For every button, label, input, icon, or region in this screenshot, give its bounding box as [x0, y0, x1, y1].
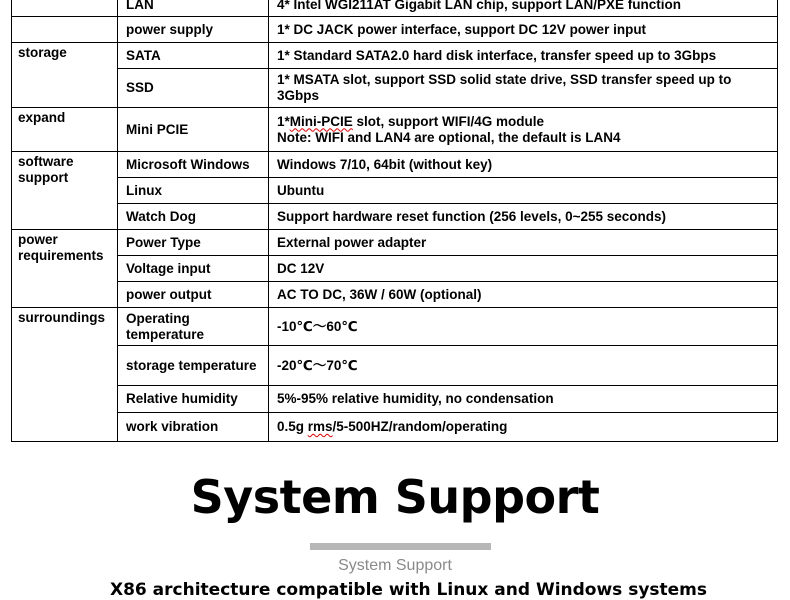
table-row — [12, 308, 778, 346]
spec-label: Relative humidity — [118, 386, 269, 413]
spec-value — [269, 413, 778, 442]
spec-label: Operating temperature — [118, 308, 269, 346]
table-row — [12, 0, 778, 17]
spec-label: work vibration — [118, 413, 269, 442]
spec-label: Mini PCIE — [118, 108, 269, 152]
table-row — [12, 108, 778, 152]
spec-label: Power Type — [118, 230, 269, 256]
table-row — [12, 413, 778, 442]
spec-value: 5%-95% relative humidity, no condensation — [269, 386, 778, 413]
category-cell — [12, 17, 118, 43]
spec-value: -20℃～70℃ — [269, 346, 778, 386]
spec-label: Voltage input — [118, 256, 269, 282]
category-surroundings: surroundings — [12, 308, 118, 442]
category-software: software support — [12, 152, 118, 230]
table-row — [12, 386, 778, 413]
spec-value: 4* Intel WGI211AT Gigabit LAN chip, support LAN/PXE function — [269, 0, 778, 17]
category-storage: storage — [12, 43, 118, 108]
spec-label: Linux — [118, 178, 269, 204]
spellcheck-word: rms — [307, 419, 333, 434]
section-title: System Support — [190, 470, 600, 524]
value-rest: slot, support WIFI/4G module — [352, 113, 545, 129]
spec-label: Microsoft Windows — [118, 152, 269, 178]
section-divider-bar — [310, 543, 491, 550]
table-row — [12, 230, 778, 256]
category-cell — [12, 0, 118, 17]
note-text: Note: WIFI and LAN4 are optional, the default is LAN4 — [277, 129, 621, 145]
category-expand: expand — [12, 108, 118, 152]
spellcheck-word: Mini-PCIE — [289, 113, 353, 129]
spec-value — [269, 108, 778, 152]
value-prefix: 1* — [277, 113, 290, 129]
spec-value: -10℃～60℃ — [269, 308, 778, 346]
table-row — [12, 17, 778, 43]
table-row — [12, 178, 778, 204]
spec-value: Windows 7/10, 64bit (without key) — [269, 152, 778, 178]
value-prefix: 0.5g — [277, 419, 308, 434]
spec-label: SATA — [118, 43, 269, 69]
spec-table — [11, 0, 778, 442]
category-power: power requirements — [12, 230, 118, 308]
spec-label: power output — [118, 282, 269, 308]
spec-value: Ubuntu — [269, 178, 778, 204]
value-rest: /5-500HZ/random/operating — [332, 419, 508, 434]
spec-label: storage temperature — [118, 346, 269, 386]
spec-label: power supply — [118, 17, 269, 43]
spec-label: Watch Dog — [118, 204, 269, 230]
table-row — [12, 282, 778, 308]
table-row — [12, 256, 778, 282]
spec-value: 1* DC JACK power interface, support DC 12V power input — [269, 17, 778, 43]
spec-label: LAN — [118, 0, 269, 17]
table-row — [12, 204, 778, 230]
table-row — [12, 152, 778, 178]
spec-value: AC TO DC, 36W / 60W (optional) — [269, 282, 778, 308]
table-row — [12, 43, 778, 69]
section-subtitle: System Support — [338, 557, 452, 574]
table-row — [12, 69, 778, 108]
spec-label: SSD — [118, 69, 269, 108]
spec-value: External power adapter — [269, 230, 778, 256]
table-row — [12, 346, 778, 386]
section-body-text: X86 architecture compatible with Linux and Windows systems — [110, 580, 708, 600]
spec-value: DC 12V — [269, 256, 778, 282]
spec-value: Support hardware reset function (256 levels, 0~255 seconds) — [269, 204, 778, 230]
spec-value: 1* MSATA slot, support SSD solid state drive, SSD transfer speed up to 3Gbps — [269, 69, 778, 108]
spec-value: 1* Standard SATA2.0 hard disk interface, transfer speed up to 3Gbps — [269, 43, 778, 69]
